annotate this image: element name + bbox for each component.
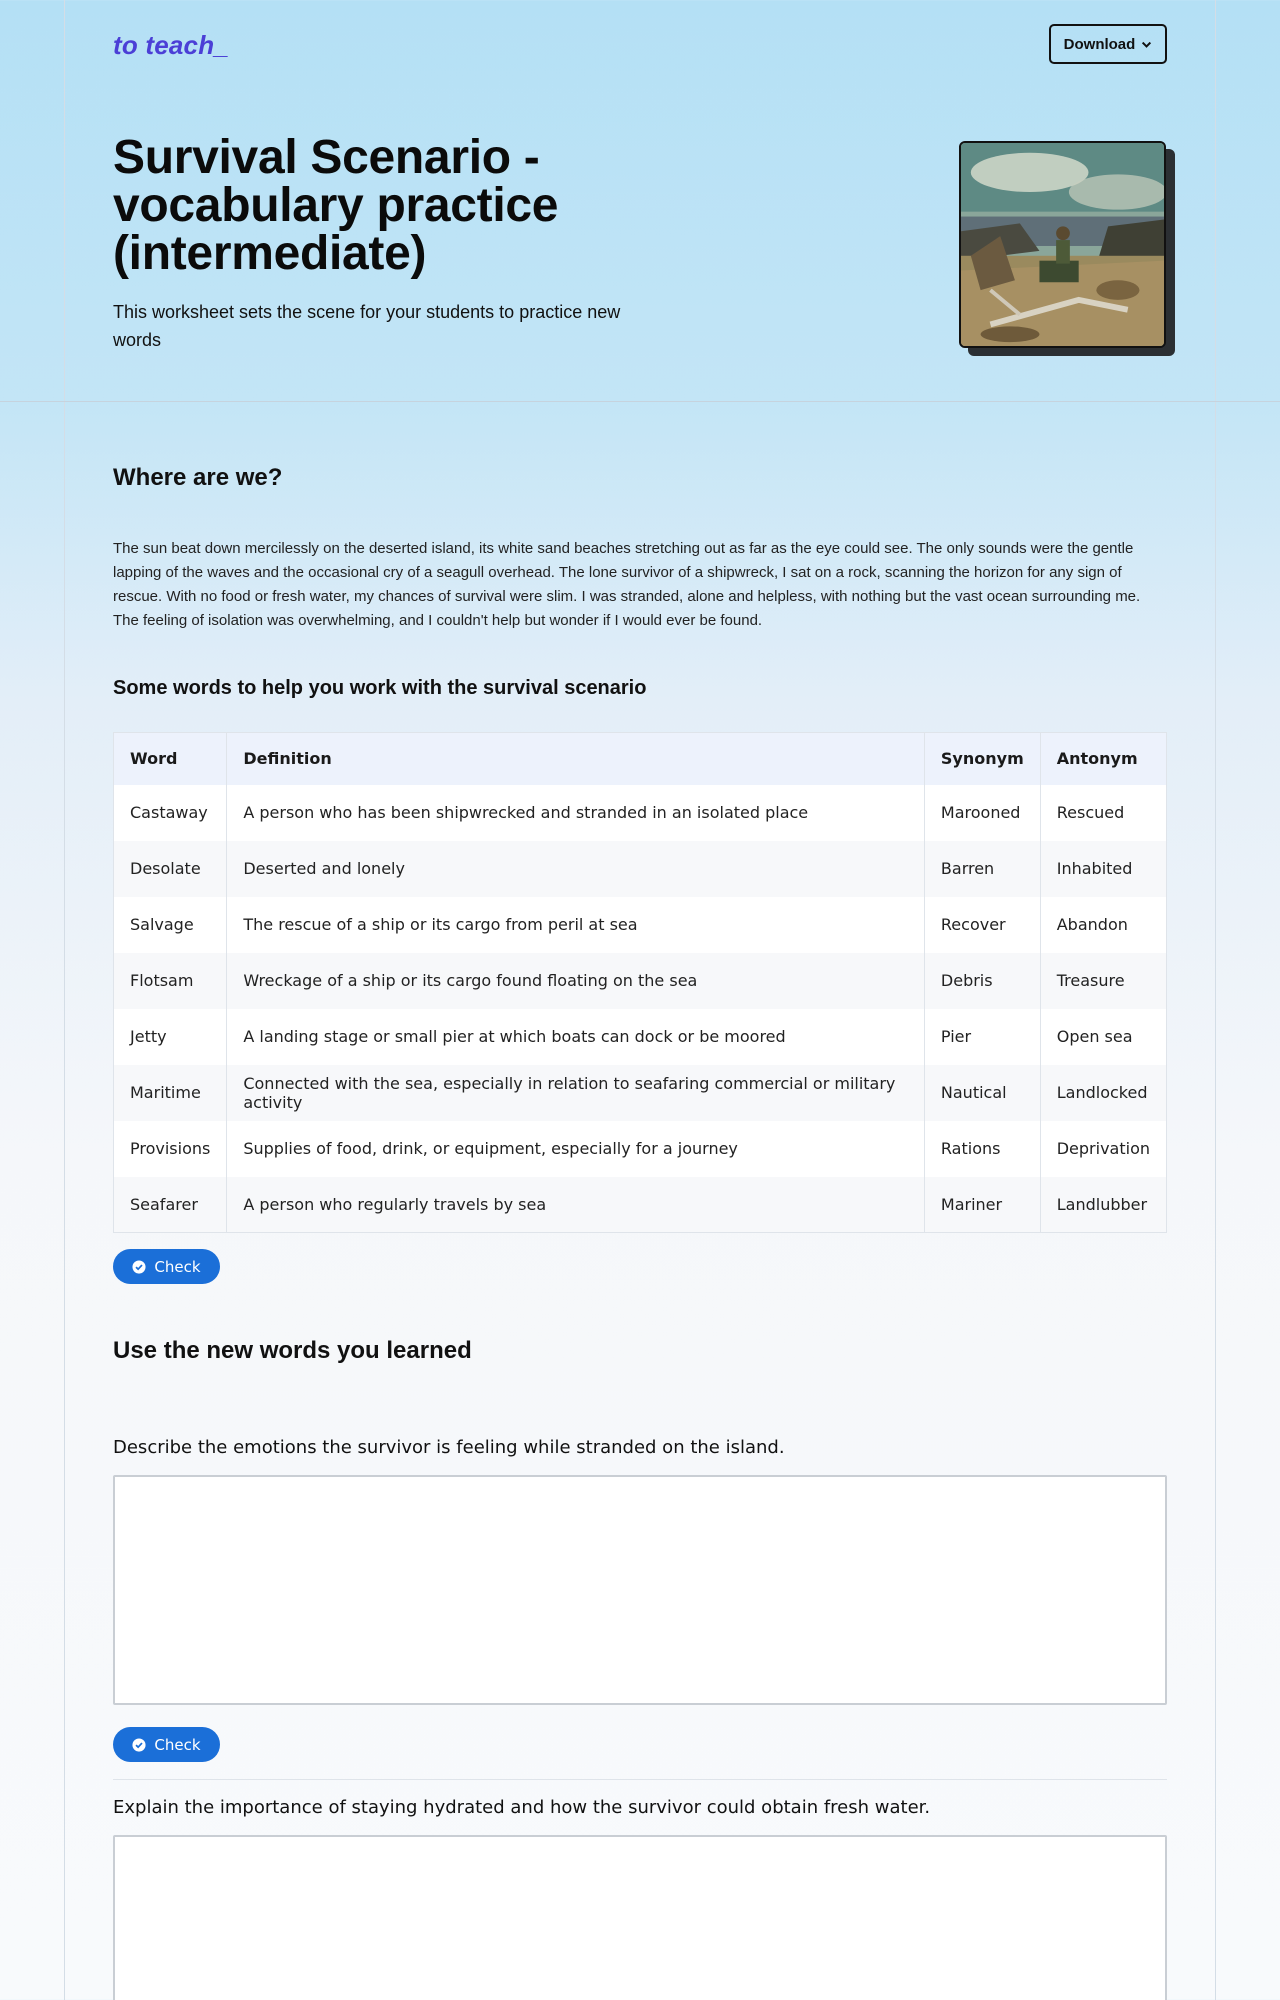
column-header-antonym: Antonym: [1040, 733, 1166, 785]
table-header-row: [114, 733, 1167, 785]
cell-definition: The rescue of a ship or its cargo from peril at sea: [227, 897, 925, 953]
answer-check-button[interactable]: [113, 1727, 220, 1762]
answer-field-2[interactable]: [113, 1835, 1167, 2000]
cell-antonym: Inhabited: [1040, 841, 1166, 897]
cell-synonym: Marooned: [924, 785, 1040, 841]
page-title: Survival Scenario - vocabulary practice (intermediate): [113, 131, 559, 280]
question-divider: [113, 1779, 1167, 1780]
vocab-heading: Some words to help you work with the survival scenario: [113, 677, 647, 699]
cell-antonym: Rescued: [1040, 785, 1166, 841]
cell-synonym: Pier: [924, 1009, 1040, 1065]
table-row: [114, 953, 1167, 1009]
cell-word: Seafarer: [114, 1177, 227, 1233]
cell-word: Maritime: [114, 1065, 227, 1121]
check-circle-icon: [132, 1260, 146, 1274]
scenario-passage: The sun beat down mercilessly on the deserted island, its white sand beaches stretching out as far as the eye could see. The only sounds were the gentle lapping of the waves and the occasional cry of a seagull overhead. The lone survivor of a shipwreck, I sat on a rock, scanning the horizon for any sign of rescue. With no food or fresh water, my chances of survival were slim. I was stranded, alone and helpless, with nothing but the vast ocean surrounding me. The feeling of isolation was overwhelming, and I couldn't help but wonder if I would ever be found.: [113, 540, 1141, 629]
cell-definition: Deserted and lonely: [227, 841, 925, 897]
check-circle-icon: [132, 1738, 146, 1752]
vocab-check-button[interactable]: [113, 1249, 220, 1284]
table-row: [114, 785, 1167, 841]
cell-definition: Supplies of food, drink, or equipment, especially for a journey: [227, 1121, 925, 1177]
question-prompt-2: Explain the importance of staying hydrated and how the survivor could obtain fresh water.: [113, 1797, 931, 1818]
hero-image: [959, 141, 1166, 348]
table-row: [114, 1177, 1167, 1233]
cell-antonym: Deprivation: [1040, 1121, 1166, 1177]
download-button[interactable]: [1049, 24, 1167, 64]
page-subtitle: This worksheet sets the scene for your students to practice new words: [113, 302, 621, 350]
cell-definition: Wreckage of a ship or its cargo found floating on the sea: [227, 953, 925, 1009]
download-label: Download: [1063, 35, 1136, 53]
cell-synonym: Recover: [924, 897, 1040, 953]
question-prompt-1: Describe the emotions the survivor is feeling while stranded on the island.: [113, 1437, 785, 1458]
cell-word: Flotsam: [114, 953, 227, 1009]
table-row: [114, 897, 1167, 953]
page-guide-right: [1215, 0, 1216, 2000]
column-header-synonym: Synonym: [924, 733, 1040, 785]
table-row: [114, 1121, 1167, 1177]
cell-synonym: Mariner: [924, 1177, 1040, 1233]
cell-antonym: Abandon: [1040, 897, 1166, 953]
cell-definition: A person who regularly travels by sea: [227, 1177, 925, 1233]
cell-word: Desolate: [114, 841, 227, 897]
cell-definition: A person who has been shipwrecked and stranded in an isolated place: [227, 785, 925, 841]
cell-antonym: Landlocked: [1040, 1065, 1166, 1121]
cell-synonym: Nautical: [924, 1065, 1040, 1121]
cell-antonym: Landlubber: [1040, 1177, 1166, 1233]
cell-word: Jetty: [114, 1009, 227, 1065]
column-header-word: Word: [114, 733, 227, 785]
site-header: [113, 24, 1167, 64]
column-header-definition: Definition: [227, 733, 925, 785]
cell-word: Provisions: [114, 1121, 227, 1177]
use-words-heading: Use the new words you learned: [113, 1337, 472, 1364]
table-row: [114, 1009, 1167, 1065]
answer-field-1[interactable]: [113, 1475, 1167, 1705]
cell-synonym: Barren: [924, 841, 1040, 897]
cell-definition: Connected with the sea, especially in relation to seafaring commercial or military activity: [227, 1065, 925, 1121]
cell-definition: A landing stage or small pier at which boats can dock or be moored: [227, 1009, 925, 1065]
cell-synonym: Rations: [924, 1121, 1040, 1177]
cell-antonym: Treasure: [1040, 953, 1166, 1009]
logo[interactable]: to teach_: [113, 30, 229, 60]
cell-synonym: Debris: [924, 953, 1040, 1009]
check-label: Check: [154, 1257, 201, 1276]
hero-divider: [0, 401, 1280, 402]
check-label: Check: [154, 1735, 201, 1754]
chevron-down-icon: [1141, 39, 1152, 50]
cell-word: Castaway: [114, 785, 227, 841]
where-heading: Where are we?: [113, 464, 283, 491]
vocab-table: [113, 732, 1167, 1233]
cell-antonym: Open sea: [1040, 1009, 1166, 1065]
table-row: [114, 1065, 1167, 1121]
page-guide-left: [64, 0, 65, 2000]
table-row: [114, 841, 1167, 897]
cell-word: Salvage: [114, 897, 227, 953]
